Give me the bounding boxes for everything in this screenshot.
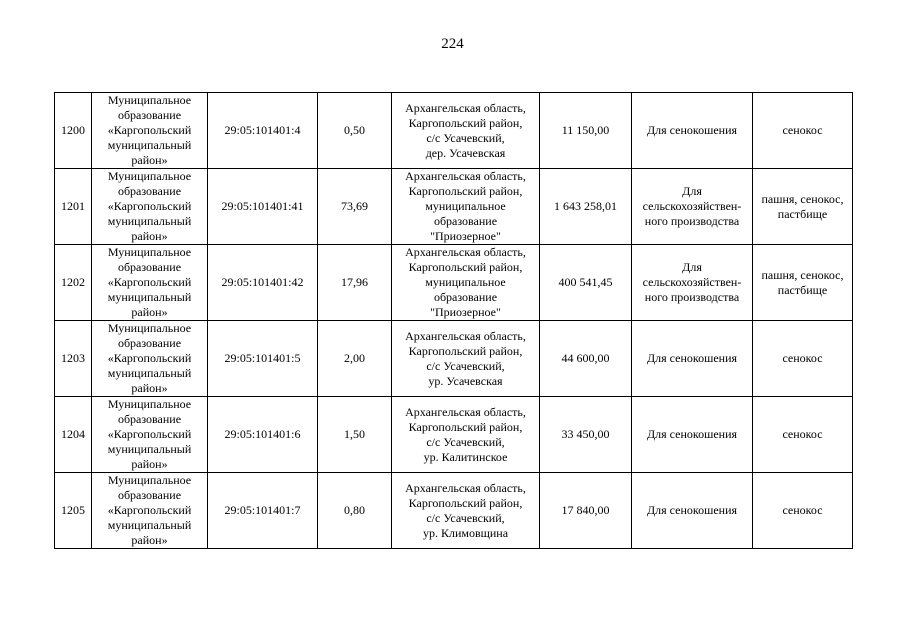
table-row [55, 169, 853, 245]
table-row [55, 93, 853, 169]
permitted-use-cell: Для сельскохозяйствен- ного производства [632, 245, 753, 321]
address-cell: Архангельская область, Каргопольский район, муниципальное образование "Приозерное" [392, 169, 540, 245]
area-cell: 2,00 [318, 321, 392, 397]
land-type-cell: пашня, сенокос, пастбище [753, 169, 853, 245]
row-number-cell: 1201 [55, 169, 92, 245]
permitted-use-cell: Для сенокошения [632, 321, 753, 397]
row-number-cell: 1200 [55, 93, 92, 169]
cadastral-number-cell: 29:05:101401:41 [208, 169, 318, 245]
table-row [55, 245, 853, 321]
area-cell: 17,96 [318, 245, 392, 321]
cadastral-number-cell: 29:05:101401:42 [208, 245, 318, 321]
cadastral-value-cell: 44 600,00 [540, 321, 632, 397]
cadastral-value-cell: 400 541,45 [540, 245, 632, 321]
area-cell: 73,69 [318, 169, 392, 245]
owner-cell: Муниципальное образование «Каргопольский муниципальный район» [92, 321, 208, 397]
permitted-use-cell: Для сенокошения [632, 473, 753, 549]
permitted-use-cell: Для сенокошения [632, 93, 753, 169]
land-type-cell: сенокос [753, 473, 853, 549]
row-number-cell: 1205 [55, 473, 92, 549]
area-cell: 0,50 [318, 93, 392, 169]
row-number-cell: 1203 [55, 321, 92, 397]
page-number: 224 [441, 36, 464, 52]
land-type-cell: сенокос [753, 93, 853, 169]
permitted-use-cell: Для сенокошения [632, 397, 753, 473]
address-cell: Архангельская область, Каргопольский район, с/с Усачевский, дер. Усачевская [392, 93, 540, 169]
address-cell: Архангельская область, Каргопольский район, с/с Усачевский, ур. Усачевская [392, 321, 540, 397]
land-registry-table [54, 92, 853, 549]
permitted-use-cell: Для сельскохозяйствен- ного производства [632, 169, 753, 245]
land-type-cell: сенокос [753, 321, 853, 397]
cadastral-value-cell: 17 840,00 [540, 473, 632, 549]
address-cell: Архангельская область, Каргопольский район, с/с Усачевский, ур. Климовщина [392, 473, 540, 549]
cadastral-value-cell: 33 450,00 [540, 397, 632, 473]
row-number-cell: 1204 [55, 397, 92, 473]
table-row [55, 473, 853, 549]
address-cell: Архангельская область, Каргопольский район, муниципальное образование "Приозерное" [392, 245, 540, 321]
area-cell: 1,50 [318, 397, 392, 473]
cadastral-value-cell: 1 643 258,01 [540, 169, 632, 245]
cadastral-number-cell: 29:05:101401:5 [208, 321, 318, 397]
cadastral-number-cell: 29:05:101401:4 [208, 93, 318, 169]
cadastral-value-cell: 11 150,00 [540, 93, 632, 169]
address-cell: Архангельская область, Каргопольский район, с/с Усачевский, ур. Калитинское [392, 397, 540, 473]
area-cell: 0,80 [318, 473, 392, 549]
owner-cell: Муниципальное образование «Каргопольский муниципальный район» [92, 169, 208, 245]
owner-cell: Муниципальное образование «Каргопольский муниципальный район» [92, 93, 208, 169]
table-row [55, 397, 853, 473]
land-type-cell: сенокос [753, 397, 853, 473]
cadastral-number-cell: 29:05:101401:6 [208, 397, 318, 473]
land-type-cell: пашня, сенокос, пастбище [753, 245, 853, 321]
owner-cell: Муниципальное образование «Каргопольский муниципальный район» [92, 397, 208, 473]
cadastral-number-cell: 29:05:101401:7 [208, 473, 318, 549]
owner-cell: Муниципальное образование «Каргопольский муниципальный район» [92, 473, 208, 549]
row-number-cell: 1202 [55, 245, 92, 321]
table-row [55, 321, 853, 397]
owner-cell: Муниципальное образование «Каргопольский муниципальный район» [92, 245, 208, 321]
